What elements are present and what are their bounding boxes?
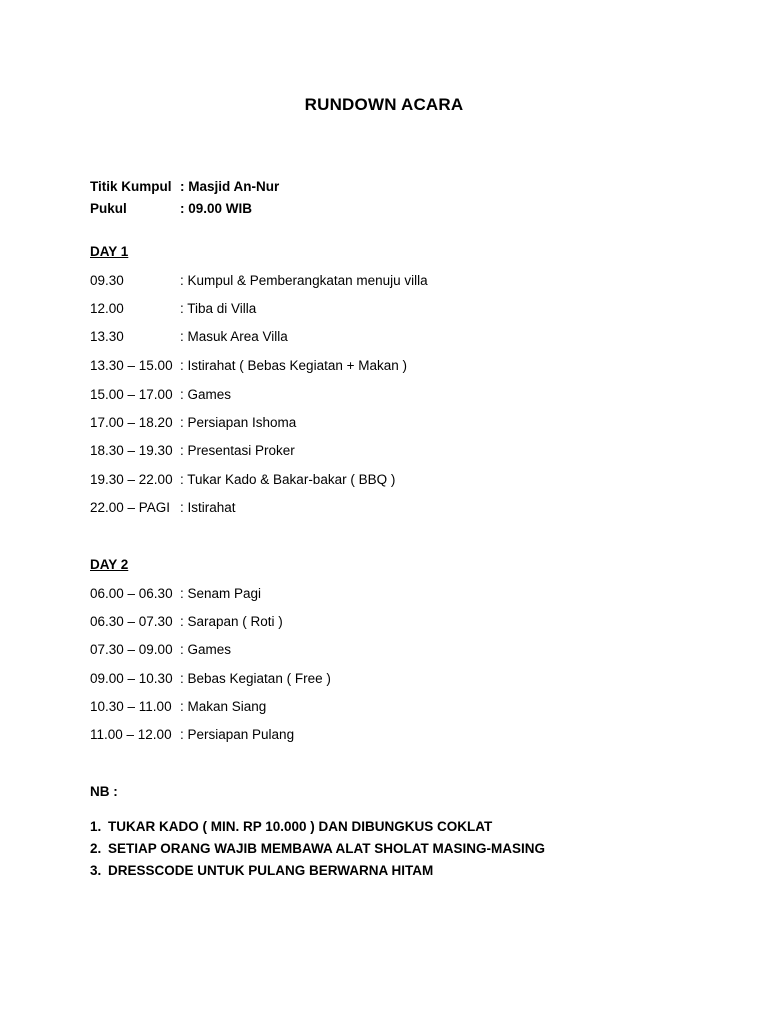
notes-heading: NB :	[90, 784, 118, 799]
day2-item-activity: : Senam Pagi	[180, 586, 262, 601]
day1-item	[90, 386, 231, 404]
day1-item-activity: : Istirahat ( Bebas Kegiatan + Makan )	[180, 358, 407, 373]
note-number: 3.	[90, 863, 102, 878]
day1-item-activity: : Persiapan Ishoma	[180, 415, 297, 430]
page-title: RUNDOWN ACARA	[304, 95, 464, 114]
day1-heading: DAY 1	[90, 244, 129, 259]
meeting-place-row	[90, 178, 279, 196]
note-text: SETIAP ORANG WAJIB MEMBAWA ALAT SHOLAT MASING-MASING	[108, 841, 545, 856]
day2-item	[90, 585, 261, 603]
day1-item-time: 22.00 – PAGI	[90, 500, 171, 515]
day1-item	[90, 357, 407, 375]
day1-item	[90, 328, 288, 346]
day2-item	[90, 613, 283, 631]
day1-item-time: 09.30	[90, 273, 124, 288]
meeting-place-label: Titik Kumpul	[90, 179, 172, 194]
day2-item	[90, 670, 331, 688]
day1-item	[90, 300, 256, 318]
day1-item-time: 12.00	[90, 301, 124, 316]
day2-item	[90, 641, 231, 659]
day1-item-activity: : Games	[180, 387, 232, 402]
day2-heading: DAY 2	[90, 557, 129, 572]
day2-item-time: 06.00 – 06.30	[90, 586, 173, 601]
note-number: 1.	[90, 819, 102, 834]
day1-item	[90, 414, 296, 432]
meeting-time-value: : 09.00 WIB	[180, 201, 253, 216]
day1-item-time: 13.30	[90, 329, 124, 344]
day1-item-activity: : Tiba di Villa	[180, 301, 257, 316]
note-item	[90, 862, 433, 880]
day2-item-time: 11.00 – 12.00	[90, 727, 172, 742]
meeting-place-value: : Masjid An-Nur	[180, 179, 280, 194]
day1-item-activity: : Tukar Kado & Bakar-bakar ( BBQ )	[180, 472, 396, 487]
note-item	[90, 840, 545, 858]
day1-item-activity: : Kumpul & Pemberangkatan menuju villa	[180, 273, 428, 288]
day1-item	[90, 499, 236, 517]
day2-item-activity: : Sarapan ( Roti )	[180, 614, 283, 629]
note-text: DRESSCODE UNTUK PULANG BERWARNA HITAM	[108, 863, 434, 878]
meeting-time-label: Pukul	[90, 201, 127, 216]
day1-item-time: 17.00 – 18.20	[90, 415, 173, 430]
day2-item	[90, 698, 266, 716]
note-number: 2.	[90, 841, 102, 856]
meeting-time-row	[90, 200, 252, 218]
day1-item-activity: : Masuk Area Villa	[180, 329, 288, 344]
day1-item	[90, 471, 395, 489]
day2-item-activity: : Bebas Kegiatan ( Free )	[180, 671, 331, 686]
day2-item-time: 07.30 – 09.00	[90, 642, 173, 657]
day2-item-time: 10.30 – 11.00	[90, 699, 172, 714]
day1-item	[90, 442, 295, 460]
note-text: TUKAR KADO ( MIN. RP 10.000 ) DAN DIBUNGKUS COKLAT	[108, 819, 493, 834]
day1-item-time: 15.00 – 17.00	[90, 387, 173, 402]
note-item	[90, 818, 492, 836]
day2-item-activity: : Persiapan Pulang	[180, 727, 295, 742]
day1-item-time: 18.30 – 19.30	[90, 443, 173, 458]
day1-item-time: 19.30 – 22.00	[90, 472, 173, 487]
day2-item-time: 06.30 – 07.30	[90, 614, 173, 629]
day2-item-activity: : Makan Siang	[180, 699, 267, 714]
day1-item	[90, 272, 428, 290]
day1-item-activity: : Istirahat	[180, 500, 236, 515]
day2-item-time: 09.00 – 10.30	[90, 671, 173, 686]
day2-item	[90, 726, 294, 744]
day2-item-activity: : Games	[180, 642, 232, 657]
day1-item-activity: : Presentasi Proker	[180, 443, 295, 458]
day1-item-time: 13.30 – 15.00	[90, 358, 173, 373]
